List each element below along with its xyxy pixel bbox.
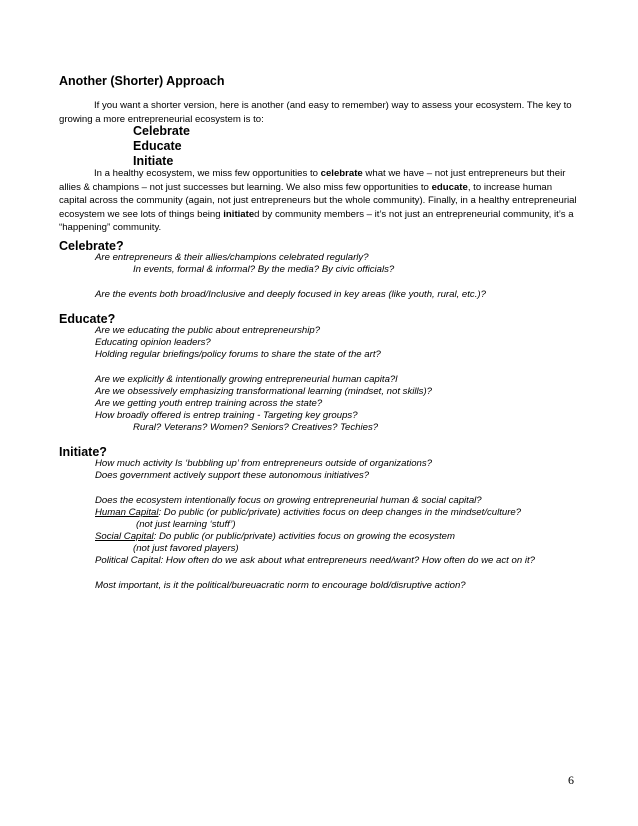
final-question: Most important, is it the political/bureuacratic norm to encourage bold/disruptive action? [95,580,466,591]
text-run: : Do public (or public/private) activities focus on deep changes in the mindset/culture? [158,507,522,518]
social-capital-question [95,531,455,543]
text-run: what we have – not just entrepreneurs but their allies & champions – not just successes but learning. We also miss few opportunities to [59,168,566,193]
initiate-question: Does the ecosystem intentionally focus on growing entrepreneurial human & social capital? [95,495,482,506]
educate-question: Are we obsessively emphasizing transformational learning (mindset, not skills)? [95,386,432,397]
bold-educate: educate [431,181,468,193]
human-capital-question [95,507,521,519]
social-capital-note: (not just favored players) [133,543,239,554]
educate-subquestion: Rural? Veterans? Women? Seniors? Creatives? Techies? [133,422,379,433]
human-capital-note: (not just learning ‘stuff’) [136,519,236,530]
educate-question: Holding regular briefings/policy forums to share the state of the art? [95,349,381,360]
educate-question: Are we explicitly & intentionally growing entrepreneurial human capita?l [95,374,398,385]
intro-paragraph: If you want a shorter version, here is another (and easy to remember) way to assess your ecosystem. The key to growing a more entrepreneurial ecosystem is to: [59,100,572,125]
page-number: 6 [568,773,574,787]
educate-question: Educating opinion leaders? [95,337,211,348]
celebrate-heading: Celebrate? [59,239,124,253]
human-capital-label: Human Capital [95,507,159,518]
initiate-question: How much activity Is ‘bubbling up’ from entrepreneurs outside of organizations? [95,458,433,469]
educate-heading: Educate? [59,312,116,326]
educate-question: How broadly offered is entrep training - Targeting key groups? [95,410,358,421]
keyword-initiate: Initiate [133,154,174,168]
social-capital-label: Social Capital [95,531,154,542]
bold-initiate: initiate [223,208,255,220]
bold-celebrate: celebrate [320,168,363,179]
healthy-ecosystem-paragraph [59,167,581,235]
initiate-question: Does government actively support these autonomous initiatives? [95,470,370,481]
celebrate-question: Are entrepreneurs & their allies/champions celebrated regularly? [95,252,369,263]
keyword-educate: Educate [133,139,182,153]
celebrate-question: Are the events both broad/Inclusive and deeply focused in key areas (like youth, rural, etc.)? [95,289,486,300]
text-run: In a healthy ecosystem, we miss few opportunities to [94,168,321,179]
section-title: Another (Shorter) Approach [59,74,225,88]
text-run: , to increase human capital across the community (again, not just entrepreneurs but the whole community). Finally, in a healthy entrepreneurial ecosystem we see lots of things being [59,181,577,220]
text-run: : Do public (or public/private) activities focus on growing the ecosystem [153,531,455,542]
keyword-celebrate: Celebrate [133,124,190,138]
educate-question: Are we getting youth entrep training across the state? [95,398,323,409]
political-capital-question: Political Capital: How often do we ask about what entrepreneurs need/want? How often do we act on it? [95,555,535,566]
educate-question: Are we educating the public about entrepreneurship? [95,325,321,336]
celebrate-subquestion: In events, formal & informal? By the media? By civic officials? [133,264,395,275]
text-run: d by community members – it’s not just an entrepreneurial community, it’s a “happening” community. [59,208,574,233]
initiate-heading: Initiate? [59,445,107,459]
